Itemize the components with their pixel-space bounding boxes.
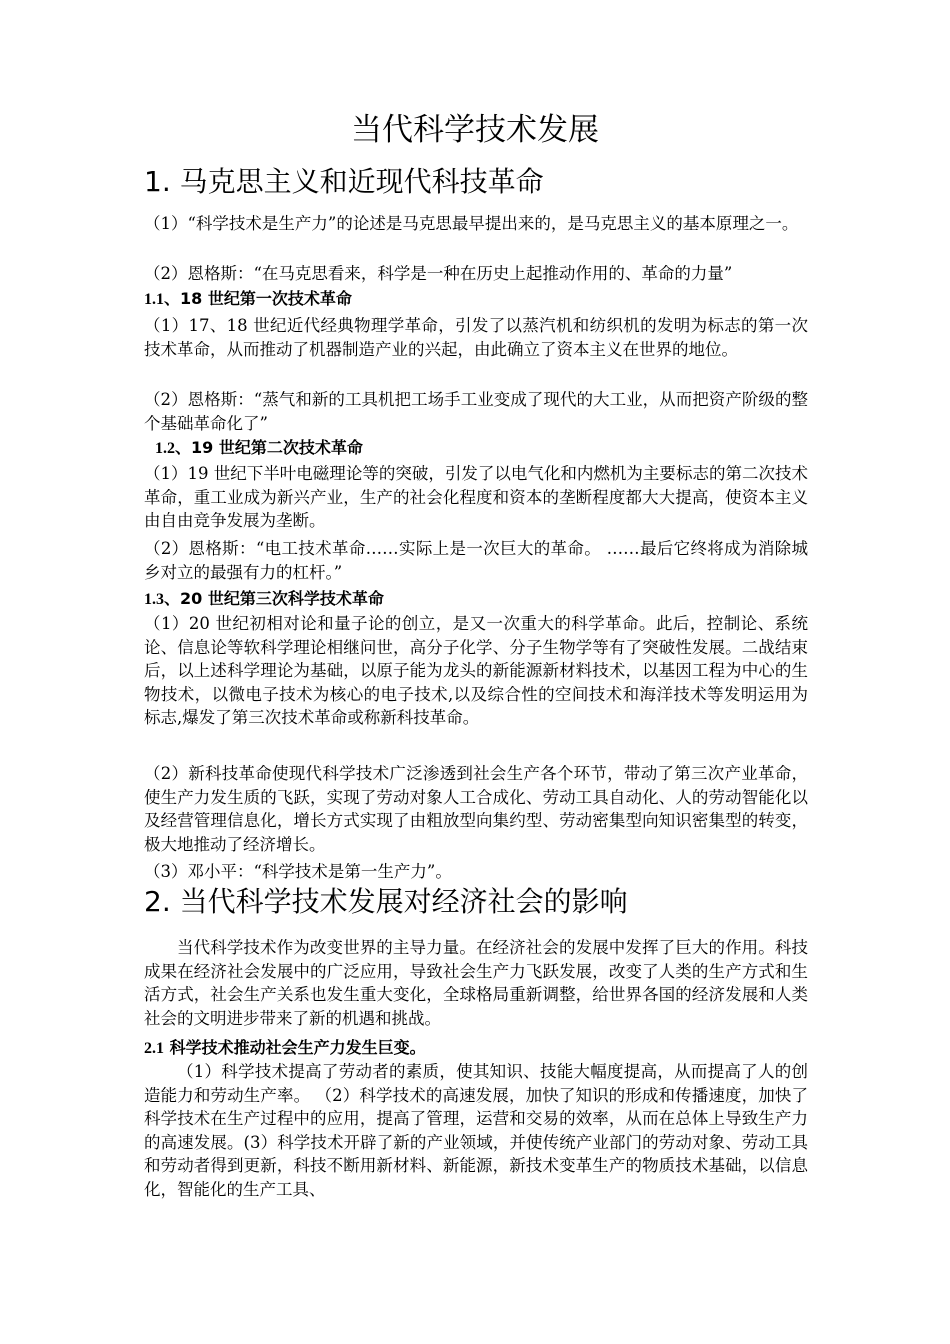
subsection-title: 科学技术推动社会生产力发生巨变。 — [164, 1038, 426, 1057]
paragraph: （1）19 世纪下半叶电磁理论等的突破，引发了以电气化和内燃机为主要标志的第二次技术革命，重工业成为新兴产业，生产的社会化程度和资本的垄断程度都大大提高，使资本主义由自由竞争发展为垄断。 — [144, 464, 808, 531]
paragraph: （1）科学技术提高了劳动者的素质，使其知识、技能大幅度提高，从而提高了人的创造能力和劳动生产率。 （2）科学技术的高速发展，加快了知识的形成和传播速度，加快了科学技术在生产过程中的应用，提高了管理，运营和交易的效率，从而在总体上导致生产力的高速发展。(3）科学技术开辟了新的产业领域，并使传统产业部门的劳动对象、劳动工具和劳动者得到更新，科技不断用新材料、新能源，新技术变革生产的物质技术基础，以信息化，智能化的生产工具、 — [144, 1062, 808, 1199]
subsection-number: 1.2 — [155, 440, 175, 457]
document-title: 当代科学技术发展 — [351, 112, 599, 148]
paragraph: （1）“科学技术是生产力”的论述是马克思最早提出来的，是马克思主义的基本原理之一。 — [144, 214, 799, 233]
subsection-heading-1-3 — [144, 587, 808, 612]
subsection-number: 1.3 — [144, 591, 164, 608]
subsection-heading-2-1 — [144, 1036, 808, 1061]
paragraph: （2）恩格斯：“蒸气和新的工具机把工场手工业变成了现代的大工业，从而把资产阶级的整个基础革命化了” — [144, 390, 808, 433]
subsection-title: 、20 世纪第三次科学技术革命 — [164, 589, 384, 608]
subsection-heading-1-2 — [155, 436, 819, 461]
paragraph: （3）邓小平：“科学技术是第一生产力”。 — [144, 862, 452, 881]
paragraph: （2）恩格斯：“电工技术革命……实际上是一次巨大的革命。 ……最后它终将成为消除城乡对立的最强有力的杠杆。” — [144, 539, 808, 582]
subsection-title: 、19 世纪第二次技术革命 — [175, 438, 363, 457]
subsection-number: 1.1 — [144, 291, 164, 308]
paragraph: （1）17、18 世纪近代经典物理学革命，引发了以蒸汽机和纺织机的发明为标志的第一次技术革命，从而推动了机器制造产业的兴起，由此确立了资本主义在世界的地位。 — [144, 316, 808, 359]
section-heading-1: 1. 马克思主义和近现代科技革命 — [144, 165, 544, 198]
paragraph: 当代科学技术作为改变世界的主导力量。在经济社会的发展中发挥了巨大的作用。科技成果在经济社会发展中的广泛应用，导致社会生产力飞跃发展，改变了人类的生产方式和生活方式，社会生产关系也发生重大变化，全球格局重新调整，给世界各国的经济发展和人类社会的文明进步带来了新的机遇和挑战。 — [144, 938, 808, 1028]
paragraph: （2）恩格斯：“在马克思看来，科学是一种在历史上起推动作用的、革命的力量” — [144, 264, 733, 283]
paragraph: （1）20 世纪初相对论和量子论的创立，是又一次重大的科学革命。此后，控制论、系统论、信息论等软科学理论相继问世，高分子化学、分子生物学等有了突破性发展。二战结束后，以上述科学理论为基础，以原子能为龙头的新能源新材料技术，以基因工程为中心的生物技术，以微电子技术为核心的电子技术,以及综合性的空间技术和海洋技术等发明运用为标志,爆发了第三次技术革命或称新科技革命。 — [144, 614, 808, 728]
subsection-number: 2.1 — [144, 1040, 164, 1057]
subsection-title: 、18 世纪第一次技术革命 — [164, 289, 352, 308]
subsection-heading-1-1 — [144, 287, 808, 312]
section-heading-2: 2. 当代科学技术发展对经济社会的影响 — [144, 885, 628, 918]
paragraph: （2）新科技革命使现代科学技术广泛渗透到社会生产各个环节，带动了第三次产业革命，使生产力发生质的飞跃，实现了劳动对象人工合成化、劳动工具自动化、人的劳动智能化以及经营管理信息化，增长方式实现了由粗放型向集约型、劳动密集型向知识密集型的转变，极大地推动了经济增长。 — [144, 764, 808, 854]
